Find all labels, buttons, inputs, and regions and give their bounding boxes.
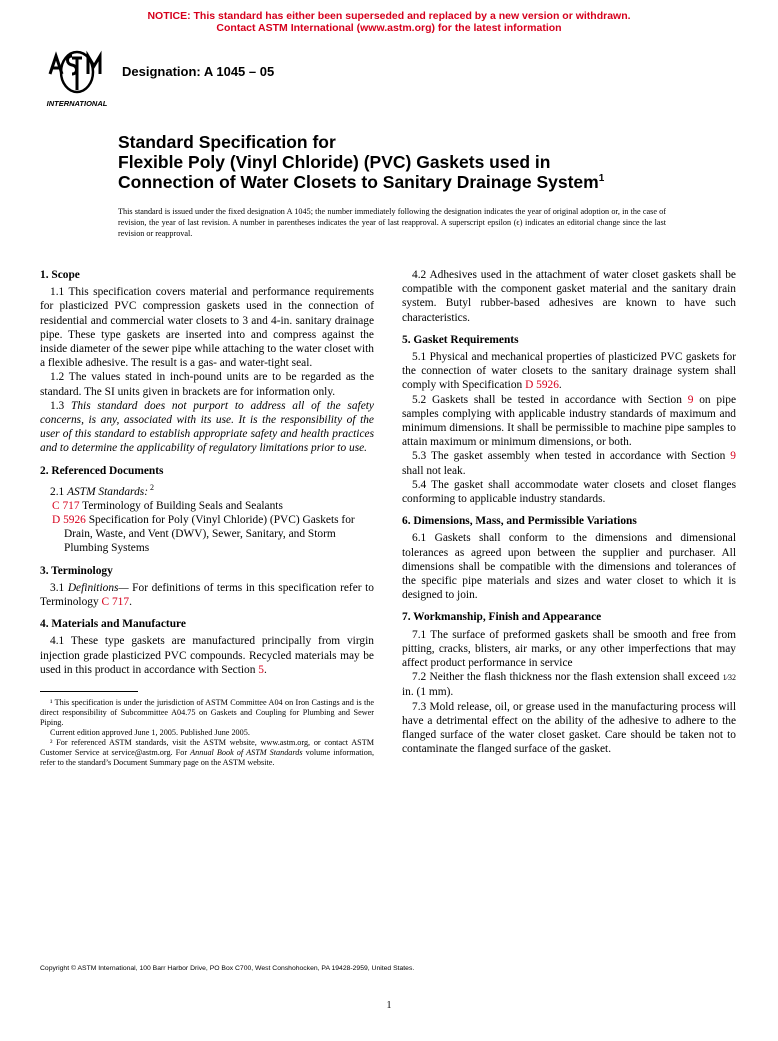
para-5-1: 5.1 Physical and mechanical properties of plasticized PVC gaskets for the connection of water closets to the sanitary drainage system shall comply with Specification D 5926.: [402, 351, 736, 392]
footnote-divider: [40, 691, 138, 692]
designation: Designation: A 1045 – 05: [122, 64, 275, 79]
link-d5926[interactable]: D 5926: [52, 514, 86, 527]
footnote-2: ² For referenced ASTM standards, visit the ASTM website, www.astm.org, or contact ASTM Customer Service at service@astm.org. For Annual Book of ASTM Standards volume information, refer to the standard’s Document Summary page on the ASTM website.: [40, 738, 375, 768]
para-3-1: 3.1 Definitions— For definitions of terms in this specification refer to Terminology C 717.: [40, 581, 374, 609]
copyright-footer: Copyright © ASTM International, 100 Barr Harbor Drive, PO Box C700, West Conshohocken, PA 19428-2959, United States.: [40, 965, 415, 972]
reference-d5926: D 5926 Specification for Poly (Vinyl Chloride) (PVC) Gaskets for Drain, Waste, and Vent (DWV), Sewer, Sanitary, and Storm Plumbing Systems: [52, 514, 355, 555]
para-7-3: 7.3 Mold release, oil, or grease used in the manufacturing process will have a detrimental effect on the ability of the adhesive to adhere to the flanged surface of the water closet gasket. Care should be taken not to contaminate the flanged surface of the gasket.: [402, 700, 736, 756]
para-4-1: 4.1 These type gaskets are manufactured principally from virgin injection grade plasticized PVC compounds. Recycled materials may be used in this product in accordance with Section 5.: [40, 635, 374, 676]
footnote-1: ¹ This specification is under the jurisdiction of ASTM Committee A04 on Iron Castings and is the direct responsibility of Subcommittee A04.75 on Gaskets and Coupling for Plumbing and Sewer Piping.: [40, 698, 374, 728]
notice-line-1: NOTICE: This standard has either been superseded and replaced by a new version or withdrawn.: [147, 10, 631, 22]
para-2-1: 2.1 ASTM Standards: $^2$: [50, 482, 154, 498]
para-1-2: 1.2 The values stated in inch-pound units are to be regarded as the standard. The SI units given in brackets are for information only.: [40, 371, 374, 398]
link-c717[interactable]: C 717: [52, 499, 80, 512]
withdrawal-notice: [0, 10, 778, 34]
section-6-heading: 6. Dimensions, Mass, and Permissible Variations: [402, 515, 637, 528]
section-7-heading: 7. Workmanship, Finish and Appearance: [402, 611, 602, 624]
notice-line-2: Contact ASTM International (www.astm.org) for the latest information: [216, 22, 562, 34]
para-7-2: 7.2 Neither the flash thickness nor the flash extension shall exceed 1⁄32 in. (1 mm).: [402, 671, 736, 699]
para-6-1: 6.1 Gaskets shall conform to the dimensions and dimensional tolerances as agreed upon between the supplier and purchaser. All dimensions shall be compatible with the dimensions and tolerances of the specific pipe materials and sizes and water closet to which it is designed to join.: [402, 532, 736, 602]
right-column: [402, 268, 736, 757]
para-1-1: 1.1 This specification covers material and performance requirements for plasticized PVC compression gaskets used in the connection of residential and commercial water closets to 3 and 4-in. sanitary drainage pipe. These type gaskets are inserted into and compress against the inside diameter of the sewer pipe while attaching to the water closet with a flexible adhesive. The result is a gas- and water-tight seal.: [40, 286, 374, 370]
section-1-heading: 1. Scope: [40, 269, 80, 281]
astm-logo-icon: [42, 48, 112, 110]
para-1-3: 1.3 This standard does not purport to address all of the safety concerns, is any, associated with its use. It is the responsibility of the user of this standard to establish appropriate safety and health practices and to determine the applicability of regulatory limitations prior to use.: [40, 399, 374, 455]
reference-list: [40, 499, 374, 556]
reference-c717: C 717 Terminology of Building Seals and Sealants: [52, 499, 283, 512]
section-4-heading: 4. Materials and Manufacture: [40, 618, 186, 631]
intro-paragraph: This standard is issued under the fixed designation A 1045; the number immediately following the designation indicates the year of original adoption or, in the case of revision, the year of last revision. A number in parentheses indicates the year of last reapproval. A superscript epsilon (ϵ) indicates an editorial change since the last revision or reapproval.: [118, 207, 666, 238]
para-7-1: 7.1 The surface of preformed gaskets shall be smooth and free from pitting, cracks, blisters, air marks, or any other imperfections that may affect product performance in service: [402, 628, 736, 670]
section-3-heading: 3. Terminology: [40, 564, 113, 577]
section-5-heading: 5. Gasket Requirements: [402, 333, 519, 346]
left-column: [40, 268, 374, 768]
section-2-heading: 2. Referenced Documents: [40, 464, 164, 477]
link-d5926-spec[interactable]: D 5926: [525, 379, 559, 392]
title-line-1: Standard Specification for: [118, 132, 336, 152]
logo-label: INTERNATIONAL: [46, 99, 108, 108]
para-5-3: 5.3 The gasket assembly when tested in accordance with Section 9 shall not leak.: [402, 450, 736, 477]
link-section-9-a[interactable]: 9: [687, 393, 694, 406]
title-line-2: Flexible Poly (Vinyl Chloride) (PVC) Gaskets used in: [118, 152, 551, 172]
footnote-1-edition: Current edition approved June 1, 2005. Published June 2005.: [50, 728, 250, 738]
astm-logo: [42, 48, 112, 110]
para-5-2: 5.2 Gaskets shall be tested in accordance with Section 9 on pipe samples complying with applicable industry standards of maximum and minimum dimensions. It shall be permissible to machine pipe samples to attain maximum or minimum dimensions, or both.: [402, 393, 736, 449]
link-section-5[interactable]: 5: [258, 663, 264, 676]
page-number: 1: [386, 1000, 392, 1011]
para-5-4: 5.4 The gasket shall accommodate water closets and closet flanges conforming to applicable industry standards.: [402, 478, 736, 506]
link-c717-terminology[interactable]: C 717: [101, 596, 130, 609]
para-4-2: 4.2 Adhesives used in the attachment of water closet gaskets shall be compatible with the component gasket material and the sanitary drain system. Butyl rubber-based adhesives are known to have such characteristics.: [402, 269, 736, 324]
document-title: [118, 132, 718, 192]
title-line-3: Connection of Water Closets to Sanitary Drainage System$^1$: [118, 172, 605, 192]
link-section-9-b[interactable]: 9: [730, 450, 736, 463]
title-footnote-mark: 1: [598, 173, 605, 185]
